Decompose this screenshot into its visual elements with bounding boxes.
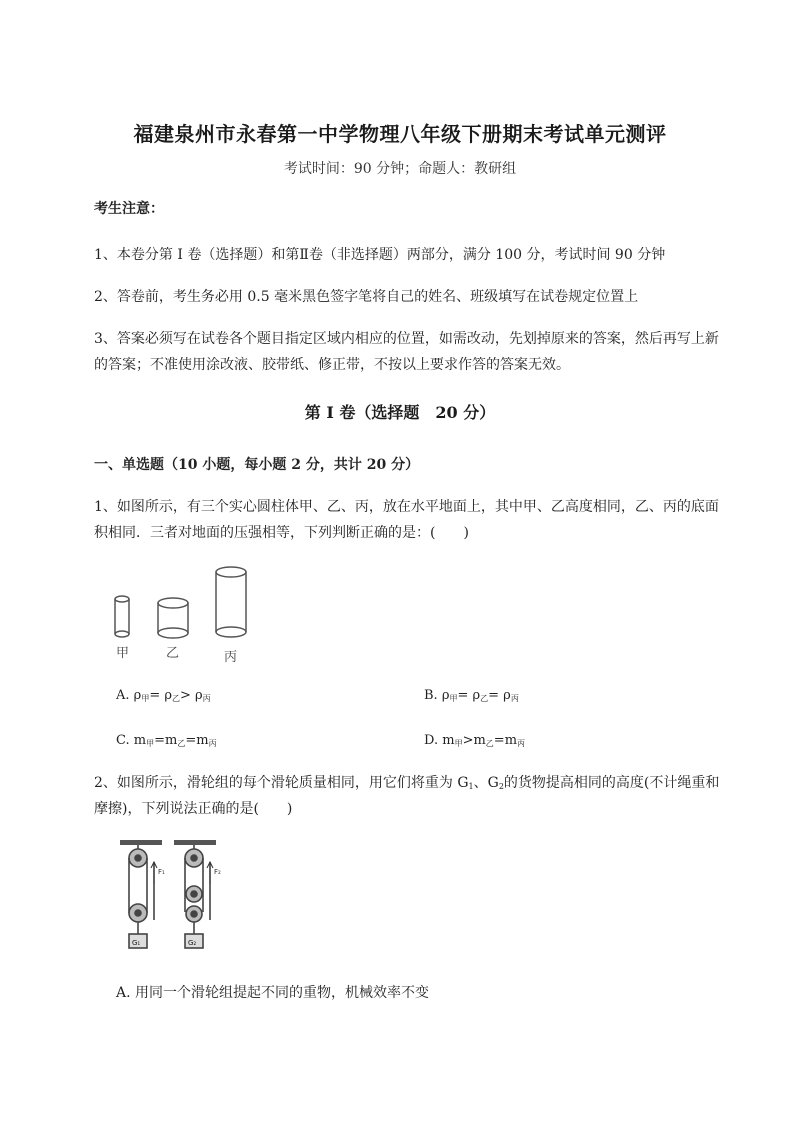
label-jia: 甲 xyxy=(116,646,130,661)
q2-option-a[interactable]: A. 用同一个滑轮组提起不同的重物，机械效率不变 xyxy=(116,985,430,1001)
section-title: 第 I 卷（选择题 20 分） xyxy=(304,403,496,422)
label-f2: F₂ xyxy=(214,868,221,876)
q2-stem-line2: 摩擦)，下列说法正确的是( ) xyxy=(94,801,293,817)
label-f1: F₁ xyxy=(158,868,165,876)
q1-option-c[interactable]: C. $m_甲=m_乙=m_丙$ xyxy=(116,733,217,748)
cylinder-yi xyxy=(158,598,188,638)
note-item-3-cont: 的答案；不准使用涂改液、胶带纸、修正带，不按以上要求作答的答案无效。 xyxy=(94,357,570,373)
pulley-figure xyxy=(112,836,244,956)
notes-heading: 考生注意： xyxy=(94,201,164,217)
q1-option-d[interactable]: D. $m_甲>m_乙=m_丙$ xyxy=(424,733,526,748)
label-g1: G₁ xyxy=(132,939,141,947)
label-g2: G₂ xyxy=(188,939,197,947)
q1-option-b[interactable]: B. $\rho_甲= \rho_乙= \rho_丙$ xyxy=(424,688,519,703)
label-bing: 丙 xyxy=(224,650,238,665)
part-heading: 一、单选题（10 小题，每小题 2 分，共计 20 分） xyxy=(94,457,420,473)
arrow-f2 xyxy=(207,862,213,884)
q1-stem-line1: 1、如图所示，有三个实心圆柱体甲、乙、丙，放在水平地面上，其中甲、乙高度相同，乙、丙的底面 xyxy=(94,499,719,515)
q1-stem-line2: 积相同．三者对地面的压强相等，下列判断正确的是：( ) xyxy=(94,525,469,541)
arrow-f1 xyxy=(151,862,157,884)
pulley-system-left xyxy=(129,845,154,948)
ceiling-left xyxy=(120,840,162,845)
pulley-system-right xyxy=(185,845,210,948)
q2-stem-line1: 2、如图所示，滑轮组的每个滑轮质量相同，用它们将重为 $G_1$、$G_2$的货物提高相同的高度(不计绳重和 xyxy=(94,775,720,791)
q1-option-a[interactable]: A. $\rho_甲= \rho_乙> \rho_丙$ xyxy=(116,688,211,703)
note-item-2: 2、答卷前，考生务必用 0.5 毫米黑色签字笔将自己的姓名、班级填写在试卷规定位置上 xyxy=(94,289,639,305)
label-yi: 乙 xyxy=(166,646,180,661)
exam-info: 考试时间：90 分钟；命题人：教研组 xyxy=(283,161,517,177)
cylinder-jia xyxy=(115,596,129,637)
note-item-3: 3、答案必须写在试卷各个题目指定区域内相应的位置，如需改动，先划掉原来的答案，然后再写上新 xyxy=(94,331,719,347)
ceiling-right xyxy=(174,840,216,845)
cylinder-bing xyxy=(216,567,246,637)
cylinders-figure xyxy=(100,562,260,666)
page-title: 福建泉州市永春第一中学物理八年级下册期末考试单元测评 xyxy=(133,122,667,146)
note-item-1: 1、本卷分第 I 卷（选择题）和第Ⅱ卷（非选择题）两部分，满分 100 分，考试时间 90 分钟 xyxy=(94,247,666,263)
